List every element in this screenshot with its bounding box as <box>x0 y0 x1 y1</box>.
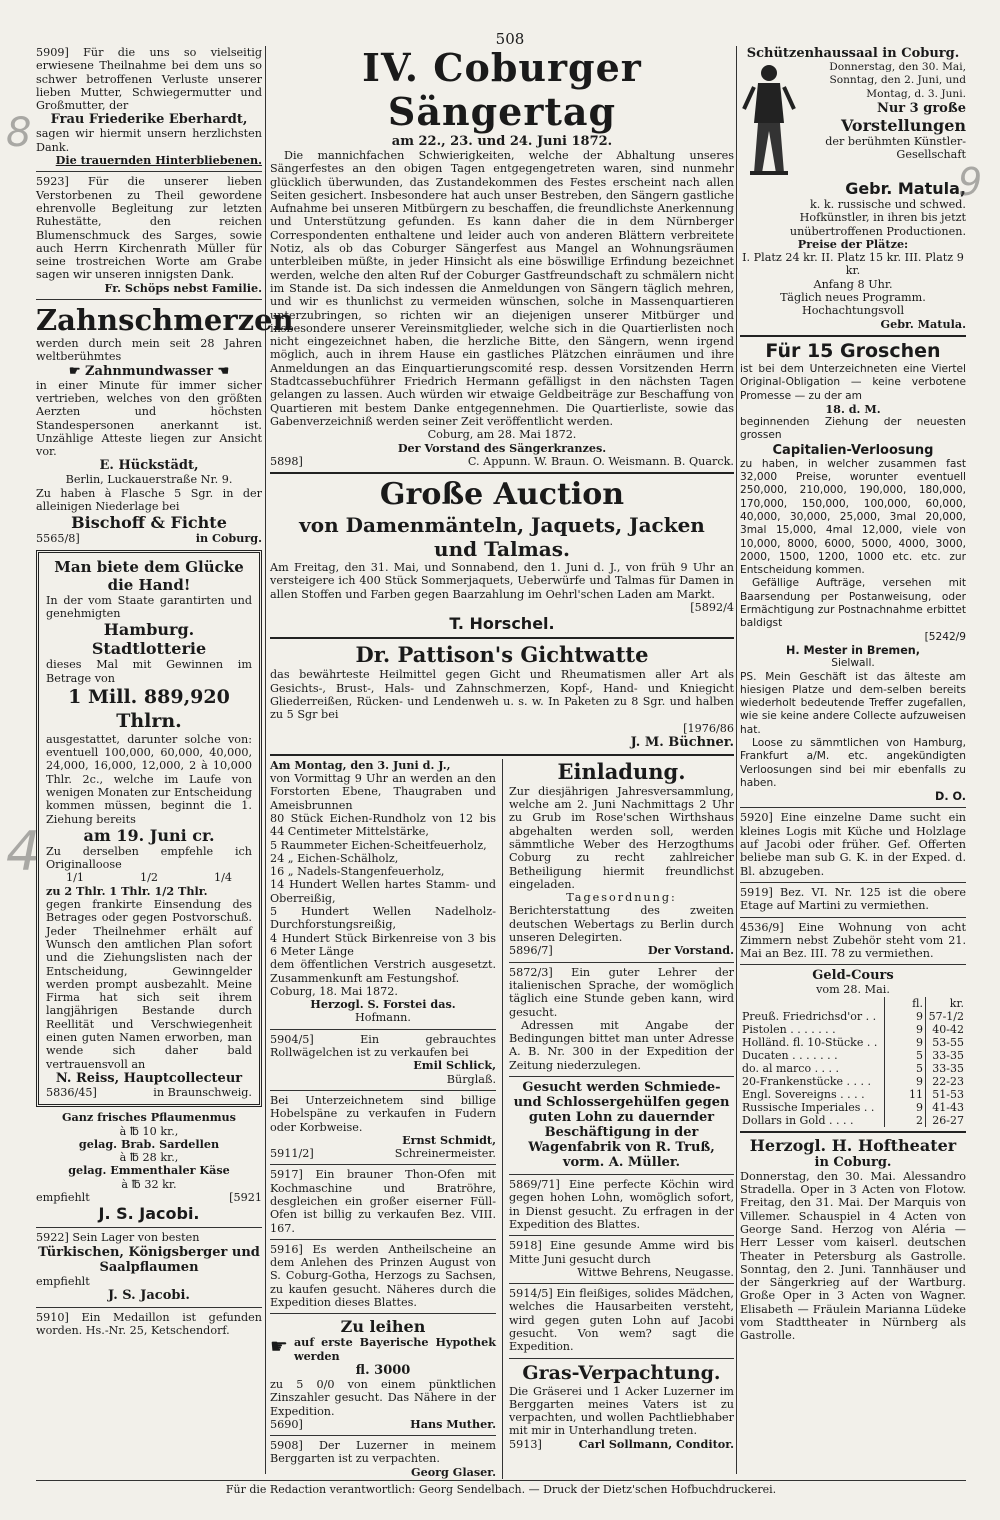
ad-text: Zu derselben empfehle ich Originalloose <box>46 844 252 872</box>
ad-headline: Herzogl. H. Hoftheater <box>749 1135 957 1155</box>
pencil-mark: 8 <box>6 110 32 156</box>
ad-sub: Tagesordnung: <box>566 891 677 905</box>
ad-signature: Der Vorstand des Sängerkranzes. <box>397 440 607 455</box>
exchange-rate-table <box>740 997 966 1127</box>
ad-smiths-wanted <box>509 1080 734 1170</box>
fraction: 1/4 <box>213 871 232 885</box>
ad-subhead: in Coburg. <box>814 1154 892 1170</box>
ad-amount: 1 Mill. 889,920 Thlrn. <box>68 685 230 732</box>
ad-signature: Die trauernden Hinterbliebenen. <box>55 153 262 168</box>
ad-ref: 5836/45] <box>46 1085 97 1099</box>
ad-text: 5922] Sein Lager von besten <box>36 1231 200 1245</box>
ad-loan <box>270 1317 496 1431</box>
ad-headline: Gras-Verpachtung. <box>522 1361 721 1384</box>
ad-text: 5919] Bez. VI. Nr. 125 ist die obere Etage auf Martini zu vermiethen. <box>740 885 966 913</box>
ad-text: von Vormittag 9 Uhr an werden an den Forstorten Ebene, Thaugraben und Ameisbrunnen <box>270 772 496 812</box>
ad-city: in Coburg. <box>195 531 262 546</box>
ad-item: 80 Stück Eichen-Rundholz von 12 bis 44 Centimeter Mittelstärke, <box>270 811 496 839</box>
ad-headline: Türkischen, Königsberger und Saalpflaumen <box>38 1244 260 1275</box>
ad-signature: Herzogl. S. Forstei das. <box>310 997 456 1012</box>
ad-signature: Der Vorstand. <box>647 943 734 958</box>
ad-text: 5872/3] Ein guter Lehrer der italienischen Sprache, der womöglich täglich eine Stunde geben kann, wird gesucht. <box>509 965 734 1019</box>
ad-item: 4 Hundert Stück Birkenreise von 3 bis 6 Meter Länge <box>270 931 496 958</box>
ad-etage-rent <box>740 886 966 913</box>
ad-signature: Fr. Schöps nebst Familie. <box>104 280 262 295</box>
ad-bremen-lottery <box>740 340 966 804</box>
ad-name: Hans Muther. <box>410 1416 496 1431</box>
ad-name: Ernst Schmidt, <box>402 1132 496 1147</box>
ad-name: T. Horschel. <box>449 614 555 634</box>
ad-fractions <box>46 871 252 884</box>
ad-text: 5920] Eine einzelne Dame sucht ein kleines Logis mit Küche und Holzlage auf Jacobi oder früher. Gef. Offerten beliebe man sub G. K. in der Exped. d. Bl. abzugeben. <box>740 811 966 878</box>
ad-subhead: von Damenmänteln, Jaquets, Jacken <box>299 513 705 538</box>
ad-jacobi-plums <box>36 1231 262 1303</box>
ad-italian-teacher <box>509 966 734 1072</box>
ad-matula <box>740 46 966 331</box>
ad-ref: 5898] <box>270 454 303 468</box>
ad-ref: [1976/86 <box>683 721 734 735</box>
ad-text: gegen frankirte Einsendung des Betrages oder gegen Postvorschuß. Jeder Theilnehmer erhält auf Wunsch den amtlichen Plan sofort und die Ziehungslisten nach der Entscheidung, Gewinngelder werden prompt ausbezahlt. Meine Firma hat sich seit ihrem langjährigen Bestande durch Reellität und Verschwiegenheit einen guten Namen erworben, man wende sich daher bald vertrauensvoll an <box>46 898 252 1071</box>
ad-item: 16 „ Nadels-Stangenfeuerholz, <box>270 865 445 879</box>
ad-headline: Am Montag, den 3. Juni d. J., <box>270 757 451 772</box>
ad-place: Coburg, am 28. Mai 1872. <box>427 428 577 442</box>
ad-price: à ℔ 28 kr., <box>119 1151 179 1165</box>
column-rule-2 <box>736 46 737 1474</box>
ad-text: Die Gräserei und 1 Acker Luzerner im Berggarten meines Vaters ist zu verpachten, und wollen Pachtliebhaber mit mir in Unterhandlung treten. <box>509 1384 734 1438</box>
ad-dates: am 22., 23. und 24. Juni 1872. <box>391 134 613 149</box>
ad-text: PS. Mein Geschäft ist das älteste am hiesigen Platze und dem-selben bereits wiederholt bedeutende Treffer zugefallen, wie sie keine andere Collecte aufzuweisen hat. <box>740 670 966 736</box>
ad-ref: [5242/9 <box>924 630 966 643</box>
ad-hamburg-lottery <box>36 550 262 1108</box>
ad-text: der berühmten Künstler-Gesellschaft <box>825 134 966 162</box>
ad-text: In der vom Staate garantirten und genehmigten <box>46 593 252 620</box>
ad-name: H. Mester in Bremen, <box>785 643 921 657</box>
ad-mourning-eberhardt <box>36 46 262 167</box>
ad-pattison <box>270 642 734 749</box>
ad-subhead: Nur 3 große <box>876 100 966 116</box>
ad-grass-lease <box>509 1362 734 1451</box>
ad-headline: Zahnschmerzen <box>36 303 294 338</box>
ad-headline: die Hand! <box>107 575 191 594</box>
page-number: 508 <box>495 30 525 48</box>
ad-headline: Einladung. <box>557 758 686 784</box>
ad-mourning-schoeps <box>36 175 262 295</box>
ad-firm: Bischoff & Fichte <box>71 513 227 533</box>
ad-text: beginnenden Ziehung der neuesten grossen <box>740 416 966 442</box>
ad-product: ☛ Zahnmundwasser ☚ <box>68 363 230 379</box>
ad-ref: 5690] <box>270 1417 303 1431</box>
ad-sub: Schreinermeister. <box>394 1147 496 1161</box>
ad-ref: 5565/8] <box>36 532 80 546</box>
ad-text: Die mannichfachen Schwierigkeiten, welche der Abhaltung unseres Sängerfestes an den obigen Tagen entgegengetreten waren, sind nunmehr glücklich überwunden, das Zustandekommen des Festes erscheint nach allen Seiten gesichert. Insbesondere hat auch unser Bestreben, den Sängern gastliche Aufnahme bei unseren Mitbürgern zu beschaffen, die freundlichste Anerkennung und Unterstützung gefunden. Es kann daher die in dem Nürnberger Correspondenten enthaltene und leider auch von anderen Blättern verbreitete Notiz, als ob das Coburger Sängerfest aus Mangel an Wohnungsräumen unterbleiben müßte, in jeder Hinsicht als eine böswillige Erfindung bezeichnet werden, welche den alten Ruf der Coburger Gastfreundschaft zu schmälern nicht im Stande ist. Da sich indessen die Anmeldungen von Sängern täglich mehren, und wir es thunlichst zu vermeiden wünschen, solche in Massenquartieren unterzubringen, so richten wir an diejenigen unserer Mitbürger und insbesondere unserer Vereinsmitglieder, welche sich in die Quartierlisten noch nicht eingezeichnet haben, die herzliche Bitte, den Sängern, wenn irgend möglich, auch in ihrem Hause ein gastliches Plätzchen einräumen und ihre Anmeldungen an das Einquartierungscomité resp. dessen Vorsitzenden Herrn Stadtcassebuchführer Friedrich Hermann gefälligst in den nächsten Tagen gelangen zu lassen. Auch würden wir etwaige Geldbeiträge zur Beschaffung von Quartieren mit bestem Danke entgegennehmen. Die Quartierliste, sowie das Gabenverzeichniß werden seiner Zeit veröffentlicht werden. <box>270 149 734 428</box>
ad-dates: Donnerstag, den 30. Mai, Sonntag, den 2. Juni, und Montag, d. 3. Juni. <box>829 61 966 100</box>
ad-maid-wanted <box>509 1287 734 1353</box>
ad-name: J. S. Jacobi. <box>108 1287 190 1303</box>
ad-text: 5916] Es werden Antheilscheine an dem Anlehen des Prinzen August von S. Coburg-Gotha, Herzogs zu Sachsen, zu kaufen gesucht. Näheres durch die Expedition dieses Blattes. <box>270 1242 496 1310</box>
column-rule-1 <box>265 46 266 1474</box>
ad-jacobi-groceries <box>36 1111 262 1223</box>
table-row: Ducaten . . . . . . . 5 33-35 <box>742 1048 964 1062</box>
ad-text: k. k. russische und schwed. Hofkünstler, in ihren bis jetzt unübertroffenen Productionen. <box>789 198 966 238</box>
ad-saengertag <box>270 46 734 468</box>
ad-ref: [5892/4 <box>690 601 734 615</box>
ad-wood-auction <box>270 759 496 1025</box>
ad-text: 5910] Ein Medaillon ist gefunden worden. Hs.-Nr. 25, Ketschendorf. <box>36 1310 262 1338</box>
ad-name: J. S. Jacobi. <box>98 1204 200 1224</box>
ad-place: Coburg, 18. Mai 1872. <box>270 984 398 998</box>
ad-text: 5904/5] Ein gebrauchtes Rollwägelchen ist zu verkaufen bei <box>270 1032 496 1060</box>
ad-headline: Schützenhaussaal in Coburg. <box>746 46 960 61</box>
ad-prices: I. Platz 24 kr. II. Platz 15 kr. III. Platz 9 kr. <box>742 251 964 278</box>
ad-text: Loose zu sämmtlichen von Hamburg, Frankfurt a/M. etc. angekündigten Verloosungen sind bei mir ebenfalls zu haben. <box>740 736 966 789</box>
ad-signature: D. O. <box>935 790 966 804</box>
ad-text: ausgestattet, darunter solche von: eventuell 100,000, 60,000, 40,000, 24,000, 16,000, 12,000, 2 à 10,000 Thlr. 2c., welche im Laufe von wenigen Monaten zur Entscheidung kommen müssen, beginnt die 1. Ziehung bereits <box>46 732 252 826</box>
ad-headline: Große Auction <box>379 477 625 513</box>
ad-nurse-wanted <box>509 1239 734 1279</box>
ad-text: werden durch mein seit 28 Jahren weltberühmtes <box>36 337 262 364</box>
ad-date: 18. d. M. <box>825 401 881 416</box>
ad-program: Täglich neues Programm. <box>780 291 926 305</box>
ad-text: Berichterstattung des zweiten deutschen Webertags zu Berlin durch unseren Delegirten. <box>509 904 734 945</box>
ad-text: Bei Unterzeichnetem sind billige Hobelspäne zu verkaufen in Fudern oder Korbweise. <box>270 1093 496 1134</box>
ad-hoftheater <box>740 1136 966 1343</box>
ad-item: 24 „ Eichen-Schälholz, <box>270 851 399 865</box>
page-footer: Für die Redaction verantwortlich: Georg Sendelbach. — Druck der Dietz'schen Hofbuchdruckerei. <box>36 1480 966 1496</box>
table-row: Holländ. fl. 10-Stücke . . 9 53-55 <box>742 1035 964 1049</box>
ad-name: J. M. Büchner. <box>630 734 734 750</box>
ad-text: 5909] Für die uns so vielseitig erwiesene Theilnahme bei dem uns so schwer betroffenen Verluste unserer lieben Mutter, Schwiegermutter und Großmutter, der <box>36 46 262 113</box>
ad-text: 5914/5] Ein fleißiges, solides Mädchen, welches die Hausarbeiten versteht, wird gegen guten Lohn auf Jacobi gesucht. Von wem? sagt die Expedition. <box>509 1287 734 1354</box>
ad-ref: 5913] <box>509 1437 542 1451</box>
ad-ref: 5911/2] <box>270 1147 314 1161</box>
ad-auction <box>270 477 734 633</box>
ad-sub: Bürglaß. <box>446 1072 496 1086</box>
ad-name: Frau Friederike Eberhardt, <box>50 112 248 128</box>
ad-item: gelag. Emmenthaler Käse <box>68 1163 230 1178</box>
ad-price: à ℔ 32 kr. <box>121 1177 177 1191</box>
ad-text: auf erste Bayerische Hypothek werden <box>293 1335 496 1363</box>
ad-text: Gesucht werden Schmiede- und Schlossergehülfen gegen guten Lohn zu dauernder Beschäftigung in der Wagenfabrik von R. Truß, vorm. A. Müller. <box>513 1080 730 1171</box>
ad-price: à ℔ 10 kr., <box>119 1124 179 1138</box>
ad-lodging-wanted <box>740 811 966 877</box>
ad-item: 5 Hundert Wellen Nadelholz-Durchforstungsreißig, <box>270 905 496 932</box>
ad-cook-wanted <box>509 1178 734 1231</box>
ad-names: C. Appunn. W. Braun. O. Weismann. B. Quarck. <box>467 454 734 468</box>
ad-empf: empfiehlt <box>36 1191 90 1204</box>
ad-ref: [5921 <box>229 1191 262 1204</box>
ad-signature: Hofmann. <box>355 1011 411 1025</box>
table-header: fl. kr. <box>740 997 966 1010</box>
ad-exchange-rates <box>740 968 966 1126</box>
ad-text: Donnerstag, den 30. Mai. Alessandro Stradella. Oper in 3 Acten von Flotow. Freitag, den 31. Mai. Der Marquis von Villemer. Schauspiel in 4 Acten von George Sand. Herzog von Aléria — Herr Lesser vom kaiserl. deutschen Theater in Petersburg als Gastrolle. Sonntag, den 2. Juni. Tannhäuser und der Sängerkrieg auf der Wartburg. Große Oper in 3 Acten von Wagner. Elisabeth — Fräulein Marianna Lüdeke vom Stadttheater in Nürnberg als Gastrolle. <box>740 1169 966 1343</box>
table-row: Russische Imperiales . . 9 41-43 <box>742 1100 964 1114</box>
fraction: 1/2 <box>139 871 158 885</box>
pointing-hand-icon: ☛ <box>270 1334 288 1359</box>
ad-name: E. Hückstädt, <box>99 458 199 474</box>
ad-headline: Für 15 Groschen <box>765 339 941 362</box>
ad-headline: Ganz frisches Pflaumenmus <box>62 1110 236 1125</box>
table-row: Dollars in Gold . . . . 2 26-27 <box>742 1113 964 1127</box>
table-row: Preuß. Friedrichsd'or . . 9 57-1/2 <box>742 1009 964 1023</box>
ad-subhead: Vorstellungen <box>840 115 966 135</box>
table-row: Engl. Sovereigns . . . . 11 51-53 <box>742 1087 964 1101</box>
ad-item: 5 Raummeter Eichen-Scheitfeuerholz, <box>270 838 487 852</box>
ad-signature: Gebr. Matula. <box>880 316 966 331</box>
pointing-hand-icon: ☚ <box>212 363 230 379</box>
ad-text: Am Freitag, den 31. Mai, und Sonnabend, den 1. Juni d. J., von früh 9 Uhr an versteigere ich 400 Stück Sommerjaquets, Ueberwürfe und Talmas für Damen in allen Stoffen und Farben gegen Baarzahlung im Oehrl'schen Laden am Markt. <box>270 561 734 601</box>
column-middle <box>270 46 734 1479</box>
ad-medallion <box>36 1311 262 1338</box>
ad-text: 5923] Für die unserer lieben Verstorbenen zu Theil gewordene ehrenvolle Begleitung zur letzten Ruhestätte, den reichen Blumenschmuck des Sarges, sowie auch Herrn Kirchenrath Müller für seine trostreichen Worte am Grabe sagen wir unseren innigsten Dank. <box>36 175 262 282</box>
subcolumn-left <box>270 759 496 1479</box>
ad-headline: Dr. Pattison's Gichtwatte <box>355 642 649 668</box>
ad-name: Carl Sollmann, Conditor. <box>578 1436 734 1451</box>
ad-empf: empfiehlt <box>36 1274 90 1288</box>
pencil-mark: 9 <box>958 160 983 204</box>
ad-begin: Anfang 8 Uhr. <box>813 277 893 291</box>
ad-text: dem öffentlichen Verstrich ausgesetzt. Zusammenkunft am Festungshof. <box>270 958 496 985</box>
ad-antheilscheine <box>270 1243 496 1309</box>
ad-name: N. Reiss, Hauptcollecteur <box>55 1070 243 1086</box>
ad-date: vom 28. Mai. <box>816 983 890 997</box>
pointing-hand-icon: ☛ <box>68 363 86 379</box>
ad-text: dieses Mal mit Gewinnen im Betrage von <box>46 658 252 685</box>
ad-text: 4536/9] Eine Wohnung von acht Zimmern nebst Zubehör steht vom 21. Mai an Bez. III. 78 zu vermiethen. <box>740 920 966 961</box>
ad-text: das bewährteste Heilmittel gegen Gicht und Rheumatismen aller Art als Gesichts-, Brust-, Hals- und Zahnschmerzen, Kopf-, Hand- und Kniegicht Gliederreißen, Rücken- und Lendenweh u. s. w. In Paketen zu 8 Sgr. und halben zu 5 Sgr bei <box>270 668 734 722</box>
ad-rollwagen <box>270 1033 496 1086</box>
ad-resp: Hochachtungsvoll <box>801 304 905 318</box>
ad-invitation <box>509 759 734 958</box>
ad-text: in einer Minute für immer sicher vertrieben, welches von den größten Aerzten und höchsten Standespersonen anerkannt ist. Unzählige Atteste liegen zur Ansicht vor. <box>36 378 262 459</box>
ad-city: in Braunschweig. <box>153 1085 252 1099</box>
ad-text: 5917] Ein brauner Thon-Ofen mit Kochmaschine und Bratröhre, desgleichen ein großer eiserner Füll-Ofen ist billig zu verkaufen Bez. VIII. 167. <box>270 1168 496 1235</box>
ad-text: ist bei dem Unterzeichneten eine Viertel Original-Obligation — keine verbotene Promesse — zu der am <box>740 362 966 402</box>
ad-text: 5908] Der Luzerner in meinem Berggarten ist zu verpachten. <box>270 1439 496 1466</box>
ad-headline: Zu leihen <box>340 1317 426 1337</box>
ad-headline: Man biete dem Glücke <box>54 557 244 576</box>
ad-thonofen <box>270 1168 496 1234</box>
ad-address: Sielwall. <box>831 657 875 670</box>
table-row: do. al marco . . . . 5 33-35 <box>742 1061 964 1075</box>
ad-luzerner <box>270 1439 496 1479</box>
ad-item: 14 Hundert Wellen hartes Stamm- und Oberreißig, <box>270 878 496 905</box>
ad-text: Zur diesjährigen Jahresversammlung, welche am 2. Juni Nachmittags 2 Uhr zu Grub im Rose'schen Wirthshaus abgehalten werden soll, werden sämmtliche Weber des Herzogthums Coburg zu recht zahlreicher Betheiligung hiermit freundlichst eingeladen. <box>509 784 734 891</box>
acrobat-figure-icon <box>740 61 798 179</box>
ad-text: 5869/71] Eine perfecte Köchin wird gegen hohen Lohn, womöglich sofort, in Dienst gesucht. Zu erfragen in der Expedition des Blattes. <box>509 1178 734 1231</box>
ad-text: Gefällige Aufträge, versehen mit Baarsendung per Postanweisung, oder Ermächtigung zur Postnachnahme erbittet baldigst <box>740 577 966 630</box>
ad-name: Georg Glaser. <box>411 1464 496 1479</box>
ad-headline: Geld-Cours <box>812 968 894 984</box>
ad-text: Zu haben à Flasche 5 Sgr. in der alleinigen Niederlage bei <box>36 486 262 514</box>
ad-name: Emil Schlick, <box>413 1058 496 1073</box>
ad-address: Berlin, Luckauerstraße Nr. 9. <box>65 473 233 487</box>
ad-subhead: und Talmas. <box>434 537 570 562</box>
ad-text: zu 5 0/0 von einem pünktlichen Zinszahler gesucht. Das Nähere in der Expedition. <box>270 1377 496 1418</box>
ad-ref: 5896/7] <box>509 944 553 958</box>
ad-name: Wittwe Behrens, Neugasse. <box>577 1265 734 1279</box>
ad-amount: fl. 3000 <box>355 1362 411 1378</box>
table-row: Pistolen . . . . . . . 9 40-42 <box>742 1022 964 1036</box>
ad-headline: IV. Coburger Sängertag <box>362 45 642 134</box>
table-row: 20-Frankenstücke . . . . 9 22-23 <box>742 1074 964 1088</box>
ad-text: zu haben, in welcher zusammen fast 32,000 Preise, worunter eventuell 250,000, 210,000, 190,000, 180,000, 170,000, 150,000, 100,000, 60,000, 40,000, 30,000, 25,000, 3mal 20,000, 3mal 15,000, 4mal 12,000, viele von 10,000, 8000, 6000, 5000, 4000, 3000, 2000, 1500, 1200, 1000 etc. etc. zur Entscheidung kommen. <box>740 457 966 577</box>
ad-lotto: Capitalien-Verloosung <box>772 442 934 458</box>
subcolumn-right <box>509 759 734 1479</box>
ad-prices-head: Preise der Plätze: <box>797 236 909 251</box>
ad-prices: zu 2 Thlr. 1 Thlr. 1/2 Thlr. <box>46 883 208 898</box>
ad-wohnung-rent <box>740 921 966 961</box>
ad-date: am 19. Juni cr. <box>83 825 215 845</box>
ad-text: Adressen mit Angabe der Bedingungen bittet man unter Adresse A. B. Nr. 300 in der Expedition der Zeitung niederzulegen. <box>509 1018 734 1072</box>
ad-text: sagen wir hiermit unsern herzlichsten Dank. <box>36 127 262 154</box>
ad-lottery-name: Hamburg. Stadtlotterie <box>91 620 207 659</box>
ad-text: 5918] Eine gesunde Amme wird bis Mitte Juni gesucht durch <box>509 1239 734 1266</box>
ad-item: gelag. Brab. Sardellen <box>78 1136 220 1151</box>
ad-name: Gebr. Matula, <box>845 179 966 198</box>
fraction: 1/1 <box>66 871 85 885</box>
pencil-mark: 4 <box>6 820 41 883</box>
column-right <box>740 46 966 1343</box>
ad-hobelspaene <box>270 1094 496 1160</box>
